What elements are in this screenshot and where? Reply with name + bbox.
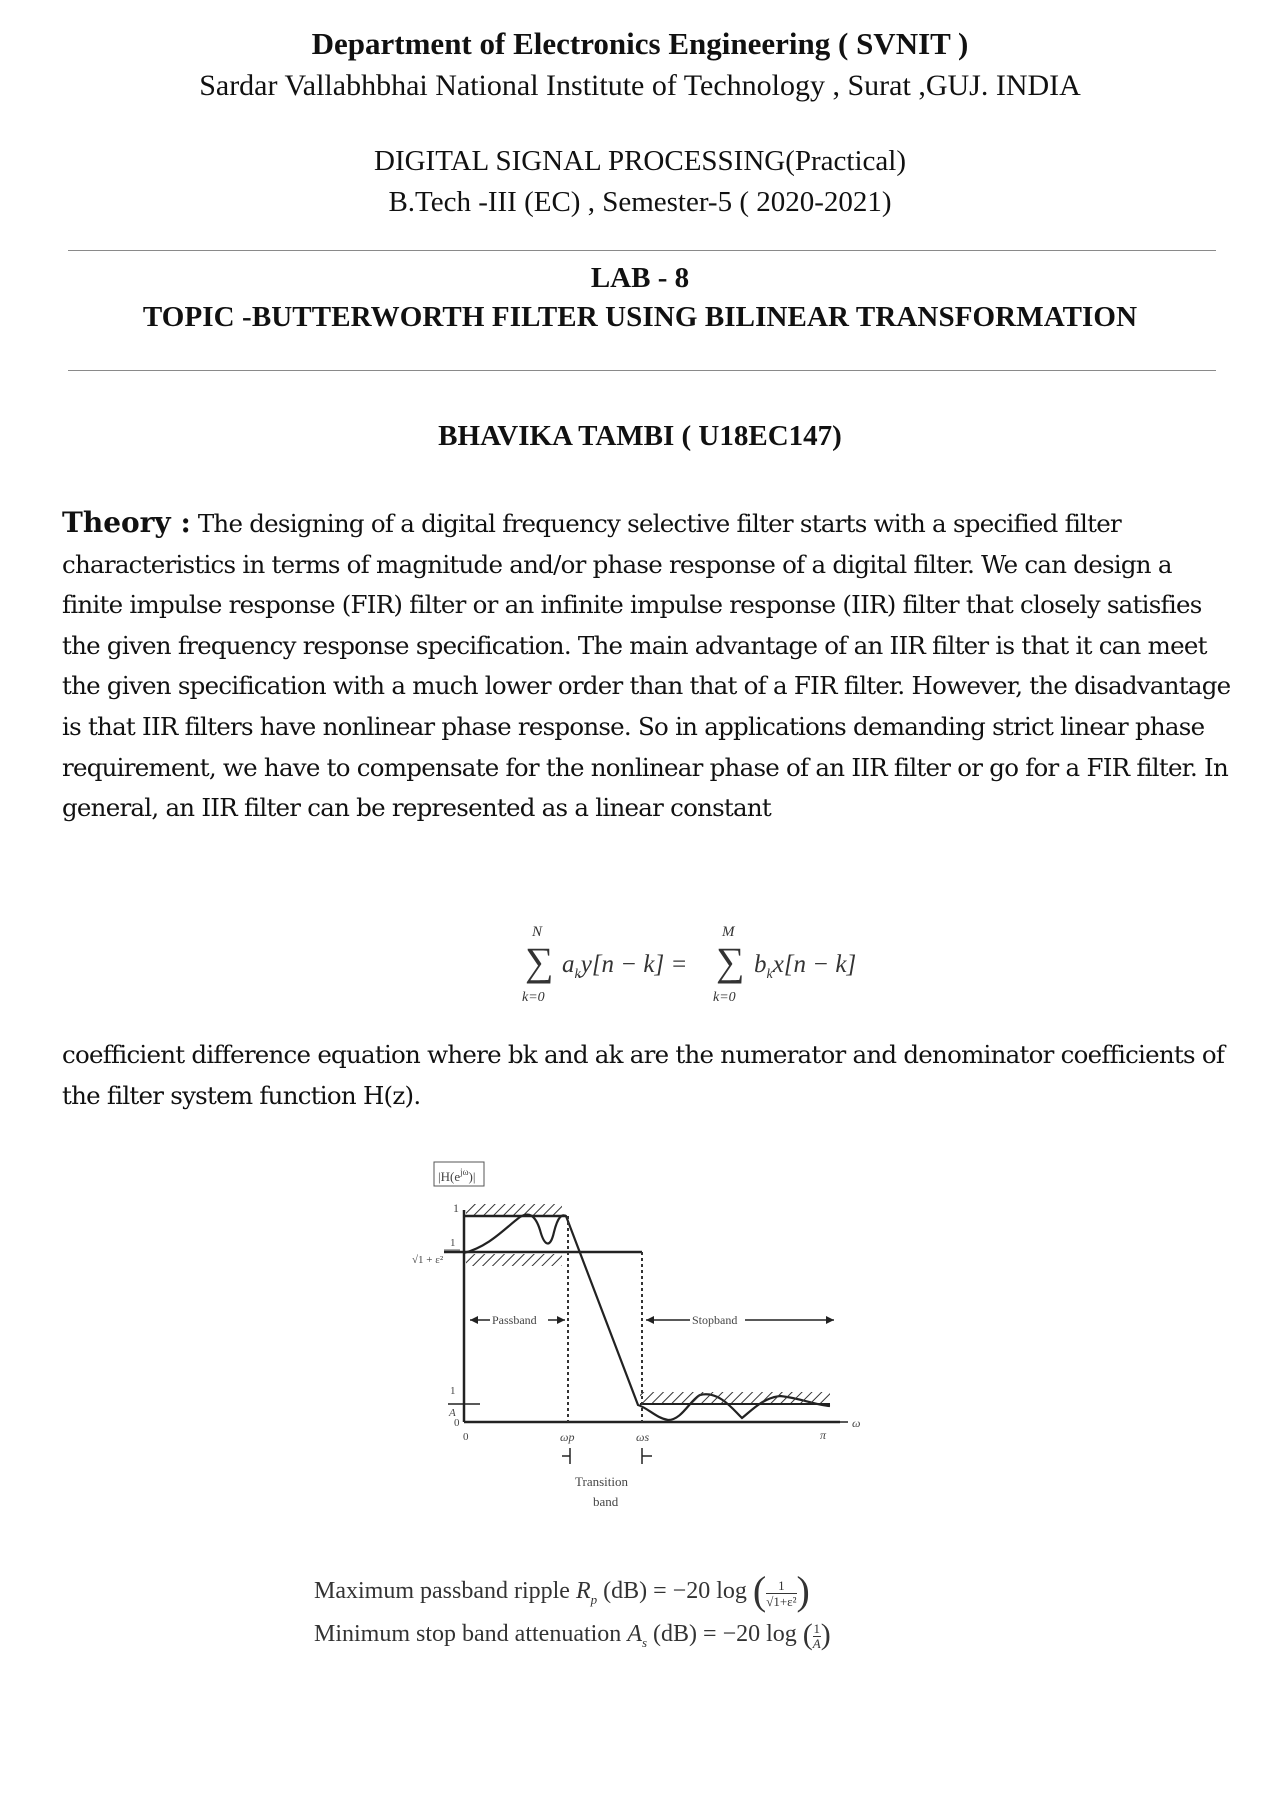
sum-upper-m: M — [722, 924, 735, 940]
eq-a-sub: k — [574, 967, 581, 982]
institute-name: Sardar Vallabhbhai National Institute of Technology , Surat ,GUJ. INDIA — [199, 69, 1081, 102]
origin-x: 0 — [463, 1431, 469, 1443]
sum-symbol-right: ∑ — [716, 939, 745, 984]
department-heading: Department of Electronics Engineering ( SVNIT ) — [311, 26, 969, 61]
eq-left-rest: y[n − k] = — [580, 951, 688, 978]
theory-text: The designing of a digital frequency selective filter starts with a specified filter characteristics in terms of magnitude and/or phase response of a digital filter. We can design a finite impulse response (FIR) filter or an infinite impulse response (IIR) filter that closely satisfies the given frequency response specification. The main advantage of an IIR filter is that it can meet the given specification with a much lower order than that of a FIR filter. However, the disadvantage is that IIR filters have nonlinear phase response. So in applications demanding strict linear phase requirement, we have to compensate for the nonlinear phase of an IIR filter or go for a FIR filter. In general, an IIR filter can be represented as a linear constant — [62, 509, 1231, 823]
passband-arrowhead-left — [470, 1316, 478, 1324]
rp-label: Maximum passband ripple — [314, 1578, 570, 1604]
theory-paragraph — [62, 503, 1232, 829]
rp-paren-open: ( — [752, 1568, 767, 1613]
passband-lower-hatch — [466, 1254, 562, 1266]
origin-y: 0 — [454, 1417, 460, 1429]
eq-right-rest: x[n − k] — [772, 951, 857, 978]
filter-response-figure — [390, 1150, 890, 1520]
rp-den: √1+ε² — [766, 1594, 797, 1609]
y-axis-label: $|H(e^{j\omega})|$ — [438, 1167, 476, 1184]
as-paren-close: ) — [820, 1618, 831, 1651]
as-equals: (dB) = −20 log — [653, 1621, 797, 1647]
rp-paren-close: ) — [796, 1568, 810, 1613]
transition-label-1: Transition — [575, 1474, 628, 1489]
passband-arrowhead-right — [557, 1316, 565, 1324]
tick-eps: √1 + ε² — [412, 1254, 444, 1266]
formula-stopband-attenuation — [314, 1618, 831, 1652]
as-num: 1 — [813, 1621, 820, 1636]
omega-s-label: ωs — [636, 1430, 650, 1444]
passband-label: Passband — [492, 1313, 537, 1327]
as-sub: s — [641, 1634, 648, 1650]
as-symbol: A — [627, 1621, 642, 1647]
rp-equals: (dB) = −20 log — [603, 1578, 747, 1604]
author-name: BHAVIKA TAMBI ( U18EC147) — [438, 420, 842, 452]
theory-label: Theory : — [62, 506, 191, 539]
theory-continuation: coefficient difference equation where bk and ak are the numerator and denominator coefficients of the filter system function H(z). — [62, 1040, 1225, 1110]
course-title: DIGITAL SIGNAL PROCESSING(Practical) — [374, 145, 906, 177]
stopband-arrowhead-right — [826, 1316, 834, 1324]
equation-right-side — [754, 951, 856, 983]
as-label: Minimum stop band attenuation — [314, 1621, 622, 1647]
semester-info: B.Tech -III (EC) , Semester-5 ( 2020-2021) — [388, 186, 892, 218]
tick-a-num: 1 — [450, 1385, 456, 1397]
passband-upper-hatch — [466, 1204, 562, 1216]
sum-symbol-left: ∑ — [525, 939, 554, 984]
rp-num: 1 — [766, 1578, 796, 1594]
divider-bottom — [68, 370, 1216, 371]
pi-label: π — [820, 1428, 827, 1442]
as-den: A — [812, 1636, 821, 1651]
stopband-arrowhead-left — [646, 1316, 654, 1324]
omega-p-label: ωp — [560, 1430, 575, 1444]
equation-left-side — [562, 951, 687, 983]
tick-one-b: 1 — [450, 1237, 456, 1249]
stopband-label: Stopband — [692, 1313, 738, 1327]
eq-b-sub: k — [766, 967, 773, 982]
eq-a: a — [562, 951, 575, 978]
eq-b: b — [754, 951, 767, 978]
sum-upper-n: N — [532, 924, 543, 940]
as-paren-open: ( — [802, 1618, 813, 1651]
rp-sub: p — [590, 1591, 598, 1607]
rp-symbol: R — [575, 1578, 591, 1604]
divider-top — [68, 250, 1216, 251]
lab-topic: TOPIC -BUTTERWORTH FILTER USING BILINEAR TRANSFORMATION — [142, 301, 1138, 333]
omega-label: ω — [852, 1416, 861, 1430]
tick-a-den: A — [449, 1407, 456, 1419]
sum-lower-left: k=0 — [522, 990, 545, 1005]
formula-passband-ripple — [314, 1567, 810, 1614]
tick-one: 1 — [453, 1201, 459, 1215]
transition-label-2: band — [593, 1494, 619, 1509]
stopband-hatch — [640, 1392, 830, 1403]
lab-number: LAB - 8 — [590, 262, 690, 294]
sum-lower-right: k=0 — [713, 990, 736, 1005]
